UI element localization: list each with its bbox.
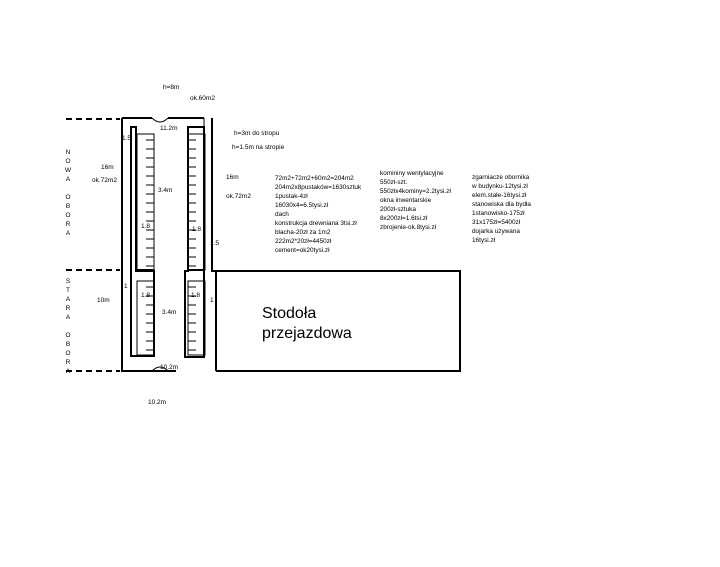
side-letter: O [65,194,71,201]
passage-top-left-label: 1.5 [122,135,132,142]
note-line: okna inwentarskie [380,197,432,204]
aisle-bottom-label: 3.4m [162,309,177,316]
side-letter: A [65,230,71,237]
side-letter [64,184,72,193]
note-line: zgarniacze obornika [472,174,530,181]
note-line: 550zł-szt. [380,179,408,186]
side-letter: O [65,350,71,357]
note-line: dojarka używana [472,228,520,235]
note-line: 72m2+72m2+60m2=204m2 [275,175,354,182]
side-letter: A [65,368,71,375]
note-line: elem.stałe-16tysi.zł [472,192,527,199]
side-letter: O [65,158,71,165]
side-letter: R [65,359,71,366]
stall-bottom-left-label: 1.8 [141,292,151,299]
note-line: dach [275,211,289,218]
note-line: blacha-20zł za 1m2 [275,229,331,236]
note-line: stanowiska dla bydła [472,201,531,208]
side-letter: A [65,314,71,321]
area-right-label: ok.72m2 [226,193,251,200]
note-line: w budynku-12tysi.zł [472,183,528,190]
note-line: zbrojenie-ok.8tysi.zł [380,224,437,231]
note-line: 1pustak-4zł [275,193,308,200]
note-line: konstrukcja drewniana 3tsi.zł [275,220,357,227]
materials-notes [275,174,361,255]
side-letter: R [65,305,71,312]
note-line: 204m2x8pustaków=1630sztuk [275,184,362,191]
door-top [152,118,168,122]
note-line: cement=ok20tysi.zł [275,247,330,254]
barn-label-line1: Stodoła [262,305,317,322]
side-letter [64,322,72,331]
passage-bottom-right-label: 1 [210,297,214,304]
note-line: 1stanowisko-175zł [472,210,525,217]
note-line: 31x175zł=5400zł [472,219,521,226]
barn-label-line2: przejazdowa [262,325,352,342]
width-top-label: 11.2m [160,125,178,132]
passage-top-right-label: 1.5 [210,240,220,247]
height-label: h=8m [163,84,180,91]
side-letter: O [65,332,71,339]
area-left-label: ok.72m2 [92,177,117,184]
note-line: 16tysi.zł [472,237,496,244]
stall-bottom-right-label: 1.8 [191,292,201,299]
side-letter: R [65,221,71,228]
length-old-label: 10m [97,297,110,304]
inner-wall-left [131,127,154,356]
side-letter: S [65,278,71,285]
side-letter: W [64,167,72,174]
note-line: 200zł-sztuka [380,206,416,213]
side-letter: A [65,176,71,183]
length-right-label: 16m [226,174,239,181]
side-letter: B [65,341,71,348]
note-line: 550złx4kominy=2.2tysi.zł [380,188,451,195]
height-ceiling-label: h=3m do stropu [234,130,280,137]
side-letter: B [65,203,71,210]
ventilation-notes [380,169,451,232]
side-letter: N [65,149,71,156]
note-line: komininy wentylacyjne [380,170,444,177]
stall-strip-top-left [137,134,154,270]
equipment-notes [472,173,531,245]
passage-bottom-left-label: 1 [124,283,128,290]
aisle-top-label: 3.4m [158,187,173,194]
width-bottom-outer-label: 10.2m [148,399,167,406]
stall-top-right-label: 1.8 [192,226,202,233]
side-letter: O [65,212,71,219]
area-top-label: ok.60m2 [190,95,215,102]
stall-strip-top-right [188,134,205,270]
barn-label [262,304,352,344]
height-attic-label: h=1.5m na stropie [232,144,285,151]
stara-obora-label [64,277,72,376]
note-line: 8x200zł=1.6tsi.zł [380,215,428,222]
side-letter: A [65,296,71,303]
note-line: 16030x4=6.5tysi.zł [275,202,329,209]
length-left-label: 16m [101,164,114,171]
note-line: 222m2*20zł=4450zł [275,238,332,245]
width-bottom-label: 10.2m [160,364,179,371]
nowa-obora-label [64,148,72,238]
side-letter: T [66,287,70,294]
stall-top-left-label: 1.8 [141,223,151,230]
